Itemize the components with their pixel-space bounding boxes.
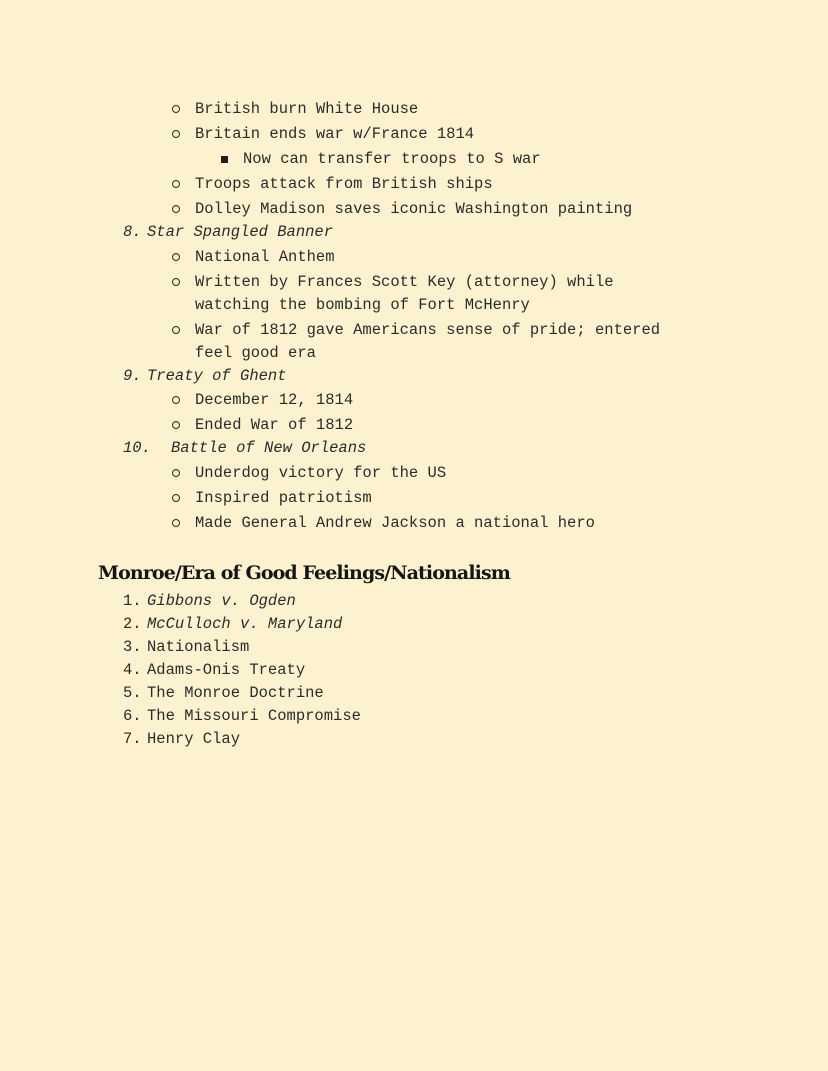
topic-number: 9. <box>123 367 142 385</box>
list-number: 4. <box>123 661 142 679</box>
list-number: 6. <box>123 707 142 725</box>
list-text: Henry Clay <box>147 730 241 748</box>
bullet-text: Britain ends war w/France 1814 <box>195 125 475 143</box>
hollow-circle-bullet-icon <box>172 494 180 502</box>
square-bullet-icon <box>221 156 228 163</box>
bullet-text: Troops attack from British ships <box>195 175 493 193</box>
bullet-text: Dolley Madison saves iconic Washington painting <box>195 200 633 218</box>
hollow-circle-bullet-icon <box>172 205 180 213</box>
hollow-circle-bullet-icon <box>172 326 180 334</box>
list-text: The Missouri Compromise <box>147 707 361 725</box>
bullet-text: Underdog victory for the US <box>195 464 447 482</box>
bullet-text: watching the bombing of Fort McHenry <box>195 296 530 314</box>
bullet-text: National Anthem <box>195 248 335 266</box>
bullet-text: Made General Andrew Jackson a national hero <box>195 514 595 532</box>
hollow-circle-bullet-icon <box>172 130 180 138</box>
list-number: 7. <box>123 730 142 748</box>
bullet-text: feel good era <box>195 344 316 362</box>
hollow-circle-bullet-icon <box>172 396 180 404</box>
list-text: The Monroe Doctrine <box>147 684 324 702</box>
topic-title: Star Spangled Banner <box>147 223 334 241</box>
list-number: 5. <box>123 684 142 702</box>
list-text: McCulloch v. Maryland <box>147 615 343 633</box>
topic-title: Treaty of Ghent <box>147 367 287 385</box>
bullet-text: British burn White House <box>195 100 419 118</box>
bullet-text: Written by Frances Scott Key (attorney) while <box>195 273 614 291</box>
section-heading: Monroe/Era of Good Feelings/Nationalism <box>98 562 510 584</box>
hollow-circle-bullet-icon <box>172 469 180 477</box>
topic-title: Battle of New Orleans <box>171 439 367 457</box>
sub-bullet-text: Now can transfer troops to S war <box>243 150 541 168</box>
hollow-circle-bullet-icon <box>172 253 180 261</box>
hollow-circle-bullet-icon <box>172 519 180 527</box>
list-number: 1. <box>123 592 142 610</box>
hollow-circle-bullet-icon <box>172 180 180 188</box>
list-text: Nationalism <box>147 638 250 656</box>
hollow-circle-bullet-icon <box>172 421 180 429</box>
list-number: 2. <box>123 615 142 633</box>
topic-number: 8. <box>123 223 142 241</box>
hollow-circle-bullet-icon <box>172 105 180 113</box>
list-text: Gibbons v. Ogden <box>147 592 296 610</box>
list-text: Adams-Onis Treaty <box>147 661 306 679</box>
bullet-text: December 12, 1814 <box>195 391 354 409</box>
bullet-text: War of 1812 gave Americans sense of pride; entered <box>195 321 661 339</box>
topic-number: 10. <box>123 439 151 457</box>
list-number: 3. <box>123 638 142 656</box>
bullet-text: Inspired patriotism <box>195 489 372 507</box>
bullet-text: Ended War of 1812 <box>195 416 354 434</box>
hollow-circle-bullet-icon <box>172 278 180 286</box>
